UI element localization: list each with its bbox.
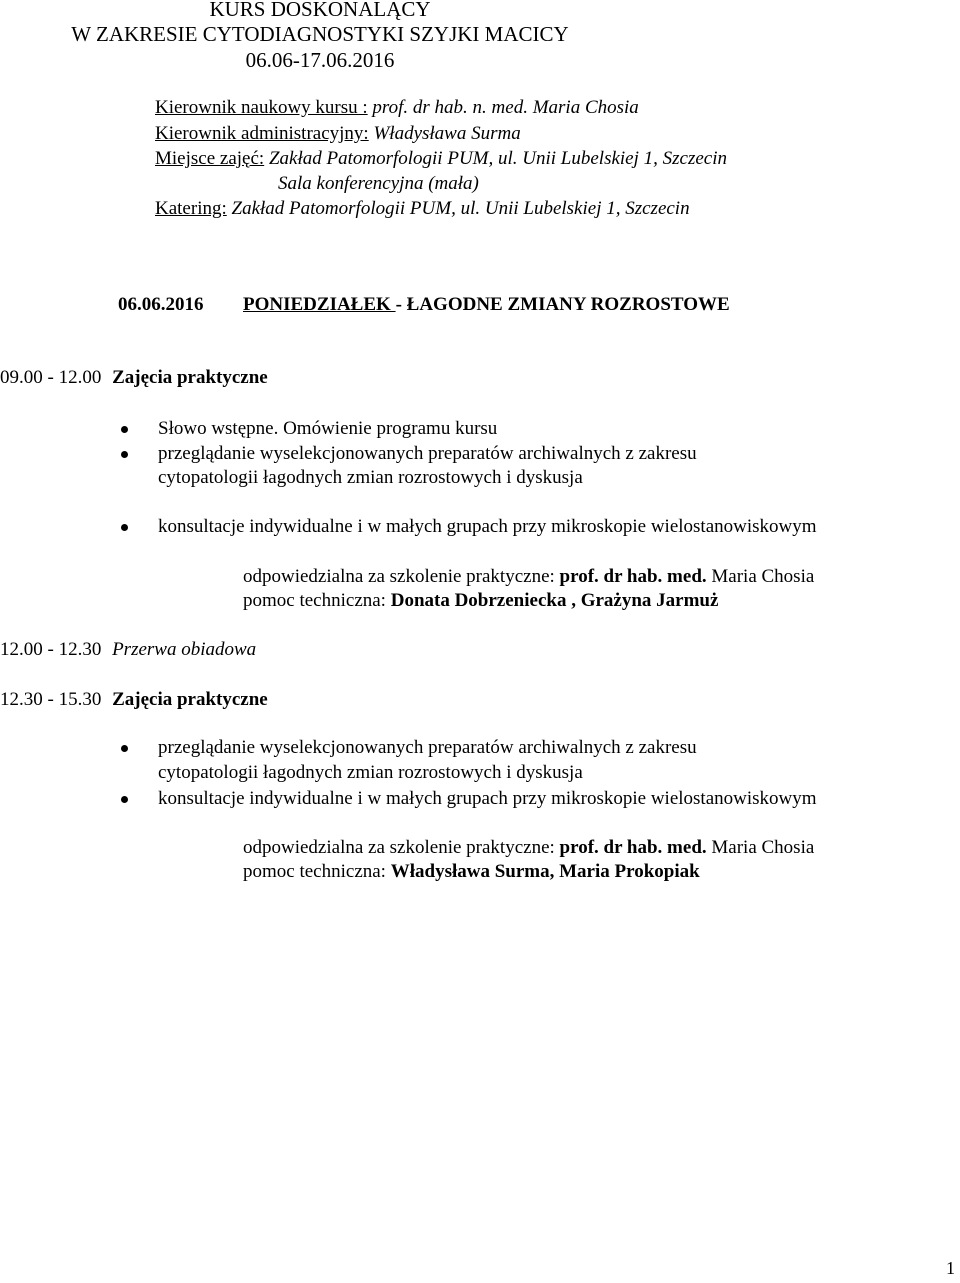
location-value: Zakład Patomorfologii PUM, ul. Unii Lubelskiej 1, Szczecin <box>268 148 728 169</box>
session2-tech-label: pomoc techniczna: <box>243 861 386 882</box>
scientific-director-label: Kierownik naukowy kursu : <box>155 97 368 118</box>
catering-value: Zakład Patomorfologii PUM, ul. Unii Lubelskiej 1, Szczecin <box>231 198 690 219</box>
admin-director-row <box>155 123 521 145</box>
session1-item-consult: konsultacje indywidualne i w małych grupach przy mikroskopie wielostanowiskowym <box>158 516 817 537</box>
session2-item-review-line1: przeglądanie wyselekcjonowanych preparatów archiwalnych z zakresu <box>158 737 697 758</box>
session2-heading <box>0 689 268 711</box>
course-title-line2: W ZAKRESIE CYTODIAGNOSTYKI SZYJKI MACICY <box>71 22 569 46</box>
session2-item-consult: konsultacje indywidualne i w małych grupach przy mikroskopie wielostanowiskowym <box>158 788 817 809</box>
session1-tech-support <box>243 590 718 612</box>
session1-responsible-name: Maria Chosia <box>711 566 815 587</box>
catering-label: Katering: <box>155 198 227 219</box>
bullet-icon <box>121 426 128 433</box>
location-label: Miejsce zajęć: <box>155 148 265 169</box>
bullet-icon <box>121 451 128 458</box>
session2-label: Zajęcia praktyczne <box>112 689 268 710</box>
session1-item-review-line1: przeglądanie wyselekcjonowanych preparatów archiwalnych z zakresu <box>158 443 697 464</box>
session2-responsible-title: prof. dr hab. med. <box>559 837 707 858</box>
session1-responsible-title: prof. dr hab. med. <box>559 566 707 587</box>
session1-item-intro: Słowo wstępne. Omówienie programu kursu <box>158 418 498 439</box>
session2-item-review-line2: cytopatologii łagodnych zmian rozrostowych i dyskusja <box>158 762 583 783</box>
session1-label: Zajęcia praktyczne <box>112 367 268 388</box>
session1-time: 09.00 - 12.00 <box>0 367 102 388</box>
session2-tech-support <box>243 861 700 883</box>
location-row <box>155 148 727 170</box>
catering-row <box>155 198 690 220</box>
scientific-director-value: prof. dr hab. n. med. Maria Chosia <box>372 97 639 118</box>
scientific-director-row <box>155 97 639 119</box>
session1-heading <box>0 367 268 389</box>
session2-responsible-label: odpowiedzialna za szkolenie praktyczne: <box>243 837 555 858</box>
session1-responsible <box>243 566 814 588</box>
day-date: 06.06.2016 <box>118 294 204 315</box>
day-title-weekday: PONIEDZIAŁEK <box>243 294 396 315</box>
session1-item-review-line2: cytopatologii łagodnych zmian rozrostowych i dyskusja <box>158 467 583 488</box>
session2-responsible-name: Maria Chosia <box>711 837 815 858</box>
session2-time: 12.30 - 15.30 <box>0 689 102 710</box>
lunch-break <box>0 639 256 661</box>
session2-tech-value: Władysława Surma, Maria Prokopiak <box>390 861 700 882</box>
admin-director-value: Władysława Surma <box>373 123 521 144</box>
room-name: Sala konferencyjna (mała) <box>278 173 479 194</box>
bullet-icon <box>121 745 128 752</box>
bullet-icon <box>121 524 128 531</box>
course-title-line1: KURS DOSKONALĄCY <box>209 0 431 21</box>
session2-responsible <box>243 837 814 859</box>
session1-tech-value: Donata Dobrzeniecka , Grażyna Jarmuż <box>390 590 719 611</box>
session1-tech-label: pomoc techniczna: <box>243 590 386 611</box>
break-time: 12.00 - 12.30 <box>0 639 102 660</box>
day-title <box>243 294 730 316</box>
admin-director-label: Kierownik administracyjny: <box>155 123 369 144</box>
session1-responsible-label: odpowiedzialna za szkolenie praktyczne: <box>243 566 555 587</box>
break-label: Przerwa obiadowa <box>112 639 257 660</box>
course-dates: 06.06-17.06.2016 <box>245 48 395 72</box>
day-title-topic: - ŁAGODNE ZMIANY ROZROSTOWE <box>395 294 730 315</box>
bullet-icon <box>121 796 128 803</box>
page-number: 1 <box>946 1258 955 1278</box>
